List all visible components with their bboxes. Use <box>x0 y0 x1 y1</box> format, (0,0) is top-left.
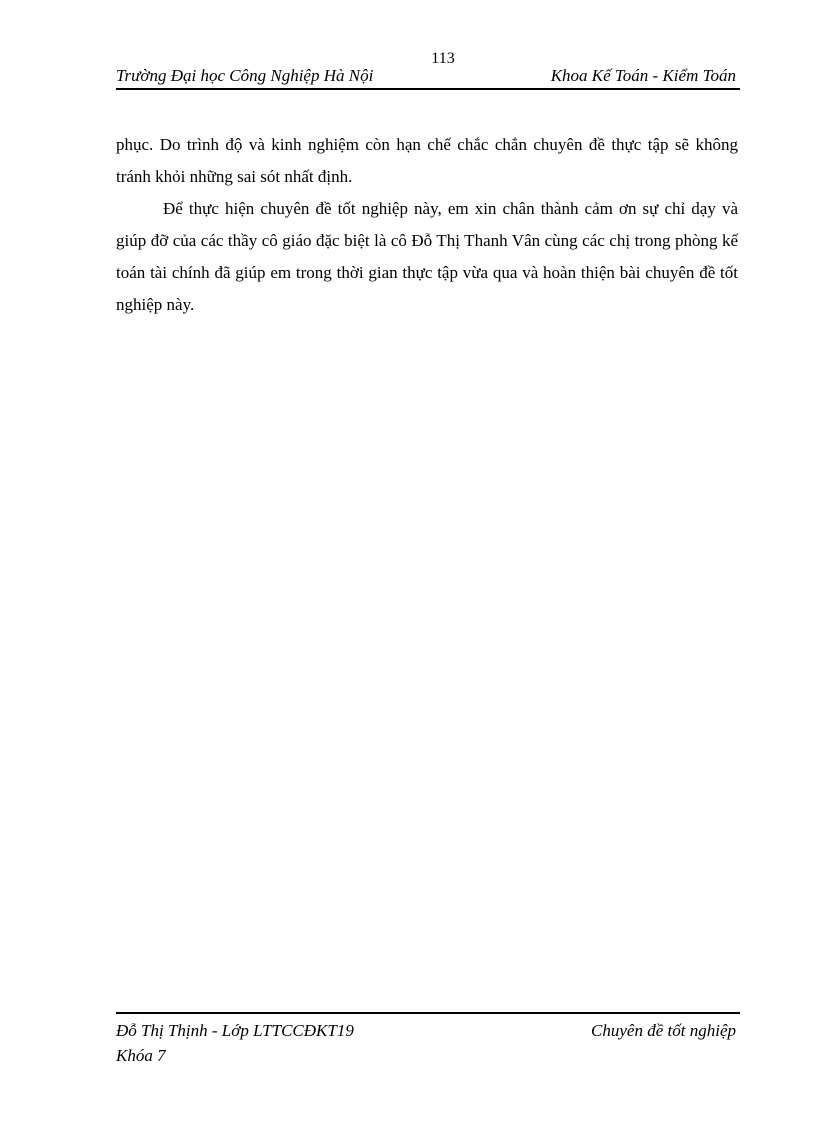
page-number: 113 <box>431 50 455 67</box>
footer-document-type: Chuyên đề tốt nghiệp <box>591 1021 736 1040</box>
document-body <box>116 129 738 321</box>
page-header <box>116 66 740 90</box>
page-footer <box>116 1012 740 1068</box>
body-paragraph-acknowledgement: Để thực hiện chuyên đề tốt nghiệp này, em xin chân thành cảm ơn sự chỉ dạy và giúp đỡ của các thầy cô giáo đặc biệt là cô Đỗ Thị Thanh Vân cùng các chị trong phòng kế toán tài chính đã giúp em trong thời gian thực tập vừa qua và hoàn thiện bài chuyên đề tốt nghiệp này. <box>116 199 738 314</box>
header-faculty-name: Khoa Kế Toán - Kiểm Toán <box>550 66 736 85</box>
body-paragraph-continuation: phục. Do trình độ và kinh nghiệm còn hạn chế chắc chắn chuyên đề thực tập sẽ không tránh khỏi những sai sót nhất định. <box>116 135 738 186</box>
footer-author: Đỗ Thị Thịnh - Lớp LTTCCĐKT19 <box>116 1021 354 1040</box>
header-school-name: Trường Đại học Công Nghiệp Hà Nội <box>116 66 374 85</box>
footer-course: Khóa 7 <box>116 1046 166 1065</box>
